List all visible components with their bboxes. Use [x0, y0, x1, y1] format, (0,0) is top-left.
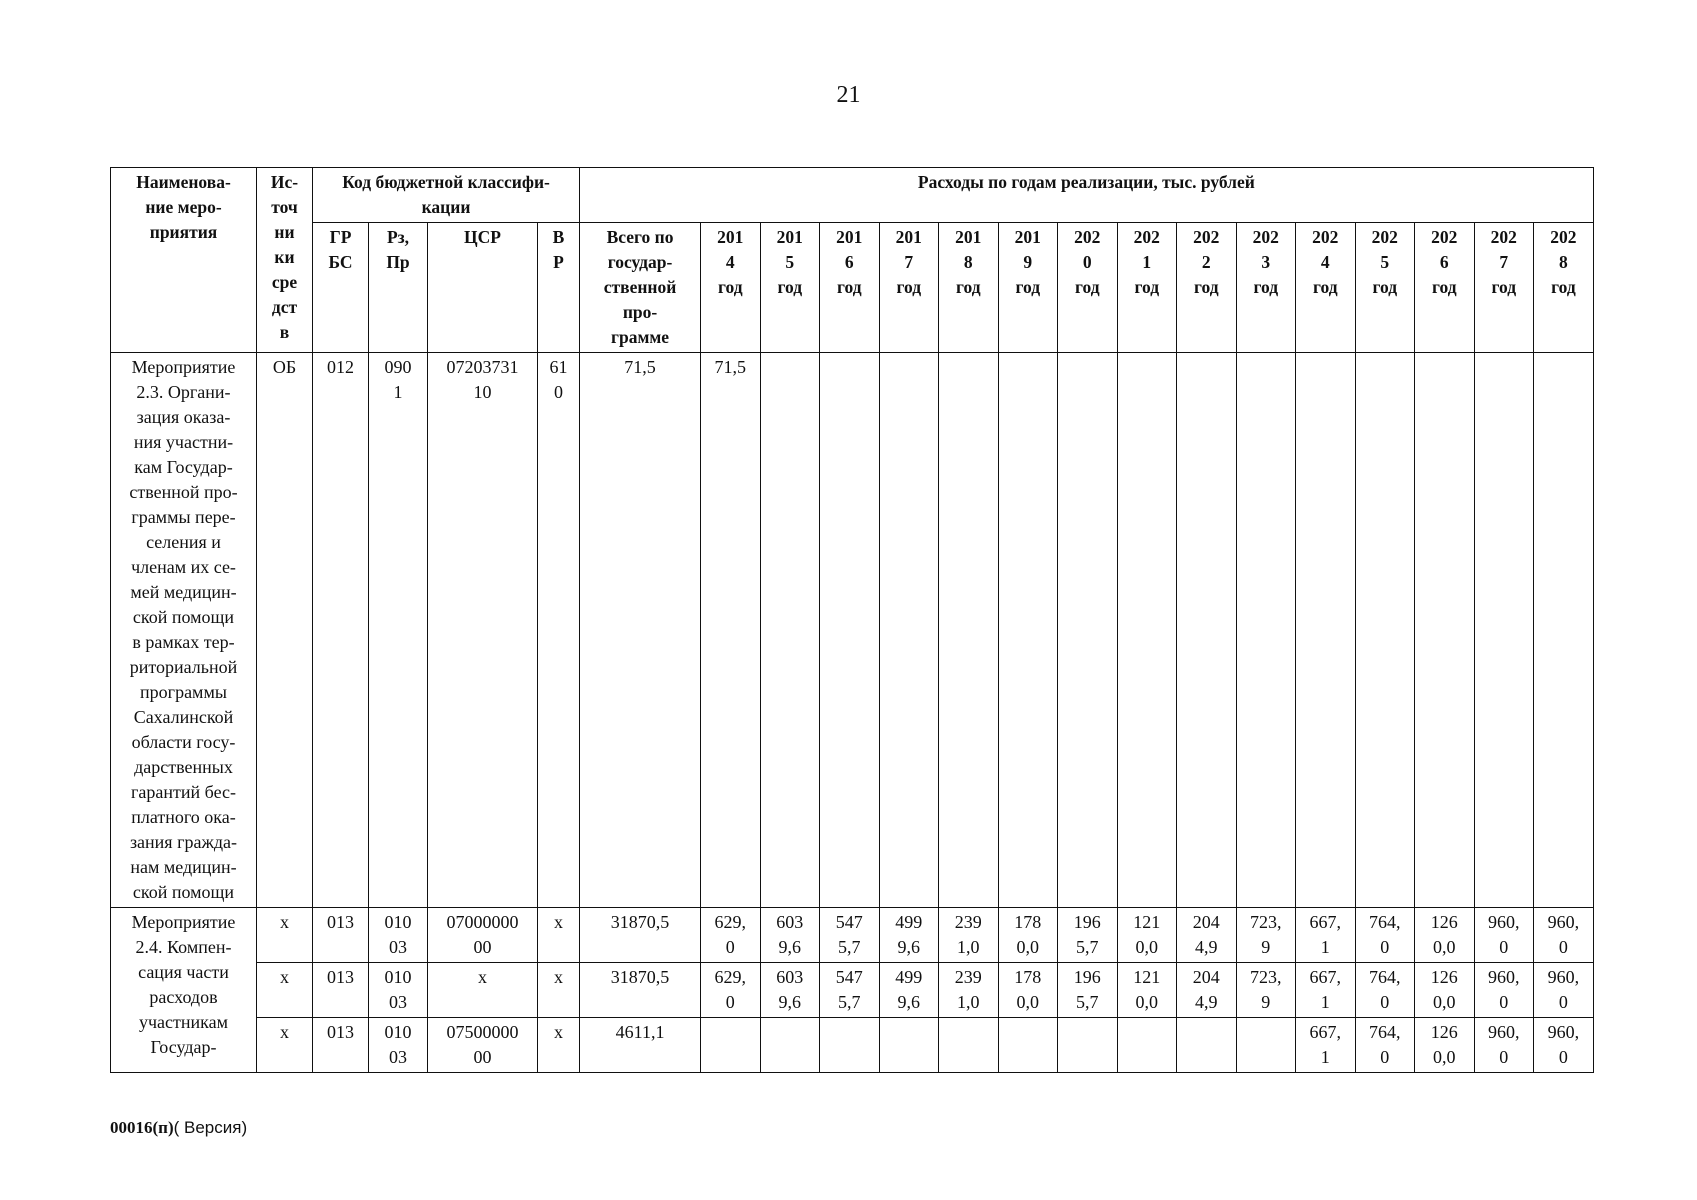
header-expenses-group: Расходы по годам реализации, тыс. рублей — [580, 168, 1594, 223]
grbs-cell: 013 — [313, 1018, 369, 1073]
year-cell: 499 9,6 — [879, 963, 939, 1018]
year-cell: 126 0,0 — [1415, 908, 1475, 963]
year-cell — [1474, 353, 1534, 908]
year-cell: 667, 1 — [1296, 908, 1356, 963]
total-cell: 71,5 — [580, 353, 701, 908]
header-grbs: ГР БС — [313, 223, 369, 353]
rzpr-cell: 010 03 — [369, 963, 428, 1018]
source-cell: х — [257, 963, 313, 1018]
vr-cell: 61 0 — [538, 353, 580, 908]
grbs-cell: 013 — [313, 963, 369, 1018]
vr-cell: х — [538, 908, 580, 963]
year-cell: 499 9,6 — [879, 908, 939, 963]
header-year: 202 0 год — [1058, 223, 1118, 353]
page-number: 21 — [836, 82, 861, 108]
document-version: ( Версия) — [173, 1118, 248, 1137]
header-rzpr: Рз, Пр — [369, 223, 428, 353]
year-cell: 960, 0 — [1534, 908, 1594, 963]
year-cell — [1117, 1018, 1177, 1073]
year-cell — [939, 353, 999, 908]
source-cell: х — [257, 1018, 313, 1073]
total-cell: 31870,5 — [580, 908, 701, 963]
year-cell — [879, 353, 939, 908]
year-cell: 764, 0 — [1355, 908, 1415, 963]
year-cell — [1058, 1018, 1118, 1073]
year-cell — [1355, 353, 1415, 908]
year-cell — [760, 353, 820, 908]
csr-cell: 07000000 00 — [428, 908, 538, 963]
document-footer — [110, 1118, 247, 1138]
header-year: 201 6 год — [820, 223, 880, 353]
year-cell — [879, 1018, 939, 1073]
rzpr-cell: 010 03 — [369, 1018, 428, 1073]
header-vr: В Р — [538, 223, 580, 353]
table-row — [111, 908, 1594, 963]
total-cell: 4611,1 — [580, 1018, 701, 1073]
year-cell: 629, 0 — [701, 908, 761, 963]
year-cell: 126 0,0 — [1415, 1018, 1475, 1073]
table-row — [111, 963, 1594, 1018]
year-cell: 723, 9 — [1236, 908, 1296, 963]
vr-cell: х — [538, 1018, 580, 1073]
year-cell: 196 5,7 — [1058, 908, 1118, 963]
header-year: 202 8 год — [1534, 223, 1594, 353]
header-total: Всего по государ- ственной про- грамме — [580, 223, 701, 353]
header-year: 201 4 год — [701, 223, 761, 353]
header-year: 202 7 год — [1474, 223, 1534, 353]
year-cell: 121 0,0 — [1117, 963, 1177, 1018]
year-cell — [1534, 353, 1594, 908]
document-code: 00016(п) — [110, 1118, 174, 1137]
year-cell: 960, 0 — [1474, 908, 1534, 963]
year-cell — [1177, 353, 1237, 908]
year-cell: 960, 0 — [1474, 1018, 1534, 1073]
source-cell: ОБ — [257, 353, 313, 908]
budget-table — [110, 167, 1594, 1073]
header-row-2 — [111, 223, 1594, 353]
year-cell: 764, 0 — [1355, 1018, 1415, 1073]
year-cell: 547 5,7 — [820, 963, 880, 1018]
header-year: 201 7 год — [879, 223, 939, 353]
year-cell: 960, 0 — [1534, 963, 1594, 1018]
csr-cell: 07500000 00 — [428, 1018, 538, 1073]
year-cell — [1296, 353, 1356, 908]
year-cell: 239 1,0 — [939, 908, 999, 963]
year-cell — [820, 1018, 880, 1073]
header-year: 201 9 год — [998, 223, 1058, 353]
header-row-1 — [111, 168, 1594, 223]
csr-cell: 07203731 10 — [428, 353, 538, 908]
year-cell: 547 5,7 — [820, 908, 880, 963]
measure-name: Мероприятие 2.4. Компен- сация части расходов участникам Государ- — [111, 908, 257, 1073]
year-cell — [760, 1018, 820, 1073]
year-cell: 178 0,0 — [998, 908, 1058, 963]
year-cell: 667, 1 — [1296, 963, 1356, 1018]
header-year: 202 4 год — [1296, 223, 1356, 353]
header-year: 201 5 год — [760, 223, 820, 353]
header-year: 202 3 год — [1236, 223, 1296, 353]
year-cell: 603 9,6 — [760, 908, 820, 963]
year-cell — [1236, 353, 1296, 908]
header-year: 202 6 год — [1415, 223, 1475, 353]
year-cell — [1236, 1018, 1296, 1073]
year-cell: 196 5,7 — [1058, 963, 1118, 1018]
year-cell: 204 4,9 — [1177, 908, 1237, 963]
total-cell: 31870,5 — [580, 963, 701, 1018]
year-cell — [1415, 353, 1475, 908]
year-cell: 667, 1 — [1296, 1018, 1356, 1073]
year-cell — [820, 353, 880, 908]
measure-name: Мероприятие 2.3. Органи- зация оказа- ния участни- кам Государ- ственной про- граммы пере- селения и членам их се- мей медицин- ской помощи в рамках тер- риториальной программы Сахалинской области госу- дарственных гарантий бес- платного ока- зания гражда- нам медицин- ской помощи — [111, 353, 257, 908]
year-cell: 723, 9 — [1236, 963, 1296, 1018]
year-cell: 764, 0 — [1355, 963, 1415, 1018]
year-cell: 239 1,0 — [939, 963, 999, 1018]
year-cell: 603 9,6 — [760, 963, 820, 1018]
year-cell — [701, 1018, 761, 1073]
table-row — [111, 1018, 1594, 1073]
year-cell: 121 0,0 — [1117, 908, 1177, 963]
header-year: 202 2 год — [1177, 223, 1237, 353]
year-cell — [1058, 353, 1118, 908]
header-name: Наименова- ние меро- приятия — [111, 168, 257, 353]
vr-cell: х — [538, 963, 580, 1018]
rzpr-cell: 090 1 — [369, 353, 428, 908]
table-row — [111, 353, 1594, 908]
year-cell: 629, 0 — [701, 963, 761, 1018]
header-year: 201 8 год — [939, 223, 999, 353]
header-csr: ЦСР — [428, 223, 538, 353]
grbs-cell: 012 — [313, 353, 369, 908]
year-cell — [1117, 353, 1177, 908]
header-code-group: Код бюджетной классифи- кации — [313, 168, 580, 223]
csr-cell: х — [428, 963, 538, 1018]
source-cell: х — [257, 908, 313, 963]
header-source: Ис- точ ни ки сре дст в — [257, 168, 313, 353]
grbs-cell: 013 — [313, 908, 369, 963]
rzpr-cell: 010 03 — [369, 908, 428, 963]
year-cell: 960, 0 — [1534, 1018, 1594, 1073]
year-cell: 204 4,9 — [1177, 963, 1237, 1018]
year-cell: 71,5 — [701, 353, 761, 908]
year-cell — [939, 1018, 999, 1073]
year-cell — [998, 353, 1058, 908]
year-cell: 960, 0 — [1474, 963, 1534, 1018]
header-year: 202 5 год — [1355, 223, 1415, 353]
year-cell: 126 0,0 — [1415, 963, 1475, 1018]
year-cell — [1177, 1018, 1237, 1073]
year-cell — [998, 1018, 1058, 1073]
year-cell: 178 0,0 — [998, 963, 1058, 1018]
header-year: 202 1 год — [1117, 223, 1177, 353]
